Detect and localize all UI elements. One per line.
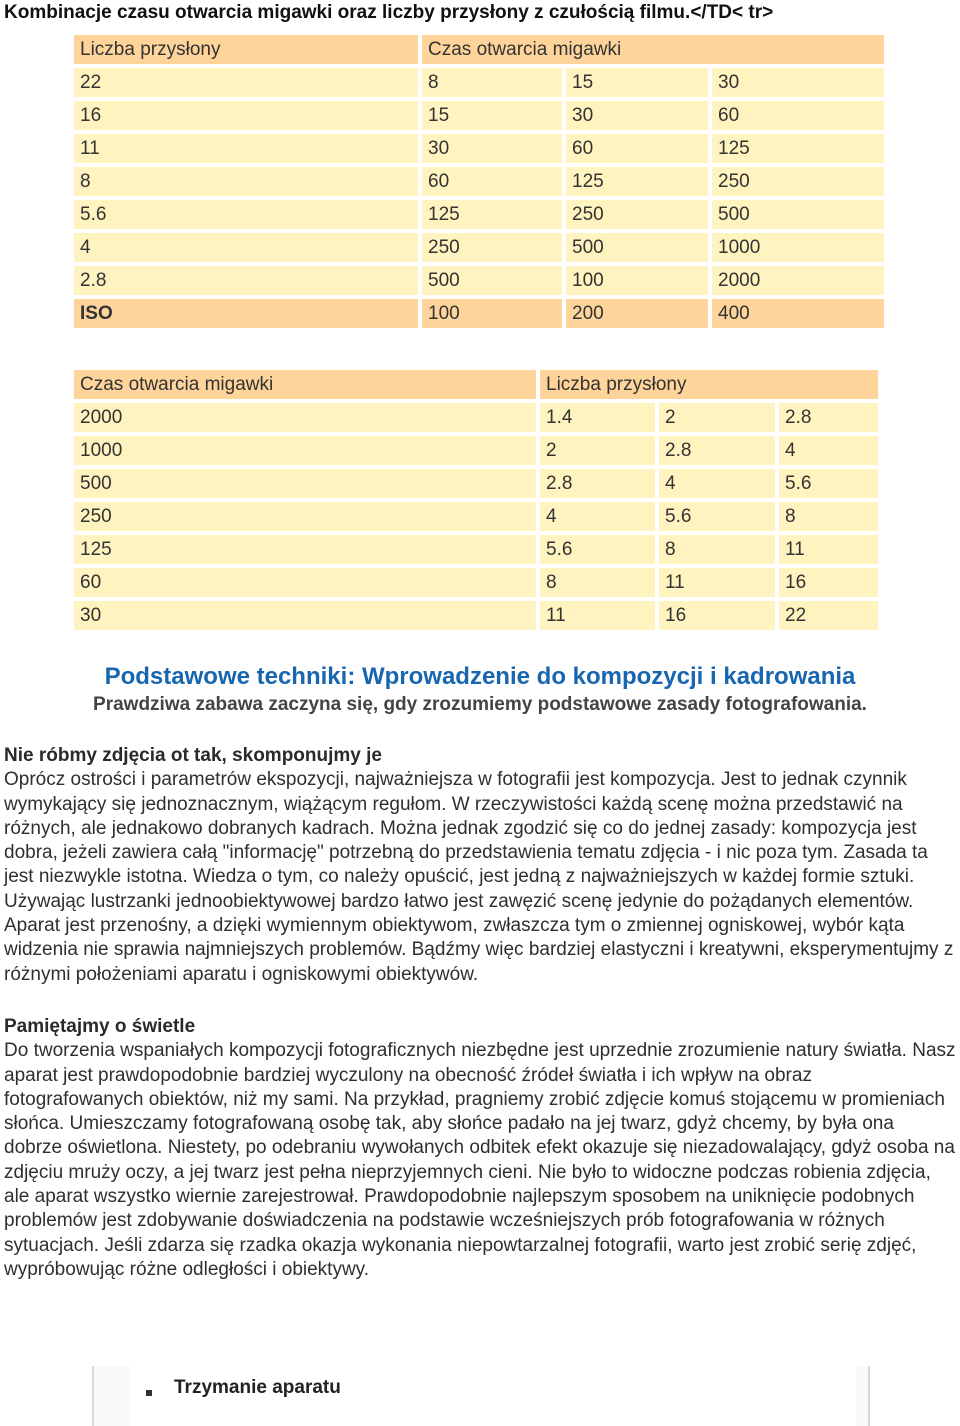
nav-box-inner — [130, 1366, 856, 1426]
iso-cell: 400 — [712, 299, 884, 328]
table-cell: 8 — [779, 502, 878, 531]
table-cell: 8 — [540, 568, 655, 597]
table-cell: 500 — [422, 266, 562, 295]
table-cell: 500 — [74, 469, 536, 498]
table-cell: 60 — [566, 134, 708, 163]
table-cell: 15 — [566, 68, 708, 97]
header-cell-aperture: Liczba przysłony — [74, 35, 418, 64]
table-header-row — [74, 35, 884, 64]
table-cell: 30 — [422, 134, 562, 163]
page-title: Kombinacje czasu otwarcia migawki oraz liczby przysłony z czułością filmu.</TD< tr> — [4, 2, 774, 23]
table-cell: 22 — [779, 601, 878, 630]
table-cell: 30 — [712, 68, 884, 97]
table-cell: 250 — [712, 167, 884, 196]
table-cell: 16 — [779, 568, 878, 597]
table-cell: 125 — [74, 535, 536, 564]
iso-cell: 200 — [566, 299, 708, 328]
table-row — [74, 233, 884, 262]
table-cell: 2 — [540, 436, 655, 465]
paragraph-gap — [4, 987, 956, 1015]
table-cell: 8 — [422, 68, 562, 97]
table-row — [74, 601, 878, 630]
table-cell: 100 — [566, 266, 708, 295]
table-row — [74, 101, 884, 130]
table-cell: 11 — [74, 134, 418, 163]
table-cell: 5.6 — [659, 502, 775, 531]
table-row — [74, 502, 878, 531]
table-row — [74, 535, 878, 564]
section-heading[interactable]: Podstawowe techniki: Wprowadzenie do kompozycji i kadrowania — [104, 663, 856, 690]
table-row — [74, 167, 884, 196]
bullet-icon — [146, 1390, 152, 1396]
table-cell: 2 — [659, 403, 775, 432]
header-cell-aperture: Liczba przysłony — [540, 370, 878, 399]
nav-item-holding-camera[interactable]: Trzymanie aparatu — [174, 1377, 341, 1398]
table-cell: 4 — [779, 436, 878, 465]
article-paragraph-composition: Oprócz ostrości i parametrów ekspozycji, najważniejsza w fotografii jest kompozycja. Jest to jednak czynnik wymykający się jednoznacznym, wiążącym regułom. W rzeczywistości każdą scenę można przedstawić na różnych, ale jednakowo dobranych kadrach. Można jednak zgodzić się co do jednej zasady: kompozycja jest dobra, jeżeli zawiera całą "informację" potrzebną do przedstawienia tematu zdjęcia - i nic poza tym. Zasada ta jest niezwykle istotna. Wiedza o tym, co należy opuścić, jest jedną z najważniejszych w każdej formie sztuki. Używając lustrzanki jednoobiektywowej bardzo łatwo jest zawęzić scenę jedynie do pożądanych elementów. Aparat jest przenośny, a dzięki wymiennym obiektywom, zwłaszcza tym o zmiennej ogniskowej, wybór kąta widzenia nie sprawia najmniejszych problemów. Bądźmy więc bardziej elastyczni i kreatywni, eksperymentujmy z różnymi położeniami aparatu i ogniskowymi obiektywów. — [4, 769, 954, 985]
table-header-row — [74, 370, 878, 399]
table-cell: 11 — [540, 601, 655, 630]
table-cell: 22 — [74, 68, 418, 97]
table-cell: 16 — [74, 101, 418, 130]
table-cell: 125 — [422, 200, 562, 229]
table-cell: 250 — [422, 233, 562, 262]
article-subheading-light: Pamiętajmy o świetle — [4, 1015, 196, 1037]
table-cell: 5.6 — [779, 469, 878, 498]
table-row — [74, 266, 884, 295]
table-row — [74, 568, 878, 597]
header-cell-shutter: Czas otwarcia migawki — [422, 35, 884, 64]
table-cell: 30 — [566, 101, 708, 130]
table-cell: 2.8 — [74, 266, 418, 295]
table-cell: 1000 — [712, 233, 884, 262]
table-cell: 4 — [540, 502, 655, 531]
section-subheading: Prawdziwa zabawa zaczyna się, gdy zrozumiemy podstawowe zasady fotografowania. — [93, 694, 867, 715]
shutter-aperture-table — [70, 366, 882, 634]
table-cell: 250 — [566, 200, 708, 229]
table-cell: 60 — [74, 568, 536, 597]
table-cell: 60 — [422, 167, 562, 196]
table-cell: 2.8 — [779, 403, 878, 432]
table-row — [74, 436, 878, 465]
table-cell: 30 — [74, 601, 536, 630]
header-cell-shutter: Czas otwarcia migawki — [74, 370, 536, 399]
table-cell: 11 — [779, 535, 878, 564]
article-subheading-composition: Nie róbmy zdjęcia ot tak, skomponujmy je — [4, 745, 382, 766]
table-cell: 500 — [566, 233, 708, 262]
iso-label: ISO — [74, 299, 418, 328]
table-cell: 500 — [712, 200, 884, 229]
table-row — [74, 403, 878, 432]
article-body — [4, 744, 956, 1282]
iso-row — [74, 299, 884, 328]
table-row — [74, 134, 884, 163]
table-cell: 4 — [659, 469, 775, 498]
table-cell: 2000 — [74, 403, 536, 432]
table-cell: 60 — [712, 101, 884, 130]
table-cell: 11 — [659, 568, 775, 597]
table-row — [74, 68, 884, 97]
table-cell: 125 — [566, 167, 708, 196]
table-cell: 125 — [712, 134, 884, 163]
table-cell: 15 — [422, 101, 562, 130]
table-cell: 2000 — [712, 266, 884, 295]
table-cell: 2.8 — [540, 469, 655, 498]
table-row — [74, 469, 878, 498]
table-cell: 8 — [74, 167, 418, 196]
table-cell: 4 — [74, 233, 418, 262]
table-cell: 1000 — [74, 436, 536, 465]
table-cell: 1.4 — [540, 403, 655, 432]
table-cell: 16 — [659, 601, 775, 630]
table-cell: 5.6 — [74, 200, 418, 229]
table-row — [74, 200, 884, 229]
table-cell: 5.6 — [540, 535, 655, 564]
iso-cell: 100 — [422, 299, 562, 328]
table-cell: 2.8 — [659, 436, 775, 465]
aperture-shutter-table — [70, 31, 888, 332]
table-cell: 250 — [74, 502, 536, 531]
nav-box — [92, 1366, 870, 1426]
article-paragraph-light: Do tworzenia wspaniałych kompozycji fotograficznych niezbędne jest uprzednie zrozumienie natury światła. Nasz aparat jest prawdopodobnie bardziej wyczulony na obecność źródeł światła i ich wpływ na obraz fotografowanych obiektów, niż my sami. Na przykład, pragniemy zrobić zdjęcie komuś stojącemu w promieniach słońca. Umieszczamy fotografowaną osobę tak, aby słońce padało na jej twarz, gdyż chcemy, by była ona dobrze oświetlona. Niestety, po odebraniu wywołanych odbitek efekt okazuje się niezadowalający, gdyż osoba na zdjęciu mruży oczy, a jej twarz jest pełna nieprzyjemnych cieni. Nie było to widoczne podczas robienia zdjęcia, ale aparat wszystko wiernie zarejestrował. Prawdopodobnie najlepszym sposobem na uniknięcie podobnych problemów jest zdobywanie doświadczenia na podstawie wcześniejszych prób fotografowania w różnych sytuacjach. Jeśli zdarza się rzadka okazja wykonania niepowtarzalnej fotografii, warto jest zrobić serię zdjęć, wypróbowując różne odległości i obiektywy. — [4, 1040, 956, 1280]
table-cell: 8 — [659, 535, 775, 564]
